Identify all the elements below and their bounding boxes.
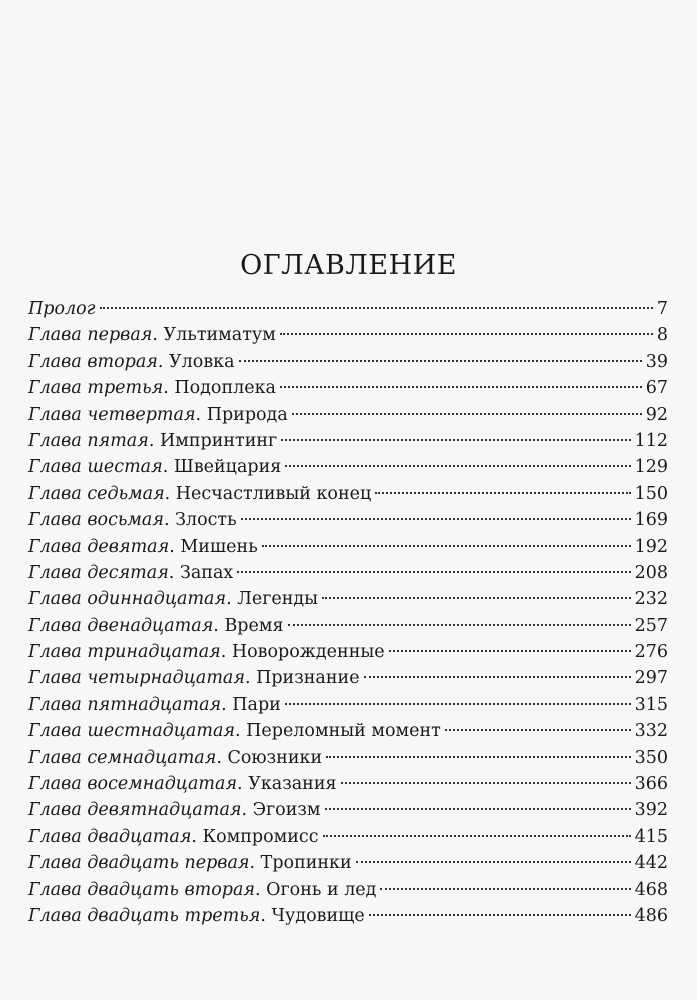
dot-leader [375, 492, 630, 494]
toc-chapter-title: Легенды [237, 589, 319, 610]
toc-chapter-title: Огонь и лед [266, 879, 377, 900]
toc-entry-label [28, 850, 352, 876]
toc-entry-label [28, 639, 385, 665]
toc-entry-label [28, 507, 237, 533]
toc-chapter-title: Импринтинг [159, 430, 278, 451]
toc-page-number: 276 [634, 642, 668, 663]
dot-leader [280, 386, 642, 388]
toc-page-number: 112 [634, 430, 668, 451]
toc-chapter-name: Глава восьмая [28, 510, 164, 531]
dot-leader [285, 465, 630, 467]
toc-chapter-name: Глава двадцать третья [28, 905, 261, 926]
toc-chapter-title: Природа [206, 404, 288, 425]
toc-entry-label [28, 903, 365, 929]
toc-entry [28, 797, 668, 823]
toc-separator: . [157, 351, 170, 372]
toc-chapter-name: Глава девятая [28, 536, 170, 557]
dot-leader [326, 756, 630, 758]
toc-entry [28, 665, 668, 691]
toc-chapter-title: Ультиматум [163, 325, 276, 346]
toc-chapter-name: Глава десятая [28, 562, 169, 583]
toc-page-number: 192 [634, 536, 668, 557]
toc-entry [28, 718, 668, 744]
toc-chapter-name: Глава одиннадцатая [28, 589, 227, 610]
toc-entry-label [28, 534, 258, 560]
toc-chapter-title: Мишень [180, 536, 258, 557]
toc-page-number: 7 [656, 299, 668, 319]
dot-leader [237, 571, 630, 573]
dot-leader [241, 518, 631, 520]
toc-chapter-title: Подоплека [174, 378, 276, 399]
toc-chapter-name: Глава двадцатая [28, 826, 192, 847]
toc-chapter-title: Злость [175, 510, 237, 531]
toc-separator: . [237, 774, 249, 795]
toc-separator: . [163, 378, 175, 399]
toc-entry-label [28, 824, 319, 850]
toc-page-number: 486 [634, 905, 668, 926]
toc-separator: . [260, 905, 272, 926]
toc-separator: . [216, 747, 228, 768]
toc-chapter-name: Глава двенадцатая [28, 615, 214, 636]
toc-chapter-title: Тропинки [260, 853, 352, 874]
toc-entry [28, 507, 668, 533]
dot-leader [341, 782, 631, 784]
toc-separator: . [152, 325, 164, 346]
toc-entry-label [28, 718, 441, 744]
toc-chapter-title: Признание [256, 668, 360, 689]
toc-separator: . [220, 642, 232, 663]
toc-entry-label [28, 428, 277, 454]
toc-entry-label [28, 613, 284, 639]
toc-chapter-name: Глава четырнадцатая [28, 668, 245, 689]
toc-entry [28, 903, 668, 929]
toc-page-number: 150 [634, 483, 668, 504]
toc-separator: . [213, 615, 225, 636]
toc-entry-label [28, 745, 322, 771]
toc-separator: . [163, 510, 176, 531]
dot-leader [262, 545, 631, 547]
toc-page-number: 392 [634, 800, 668, 821]
toc-chapter-name: Глава пятая [28, 430, 149, 451]
toc-entry [28, 296, 668, 322]
toc-entry [28, 877, 668, 903]
dot-leader [100, 307, 653, 309]
toc-page-number: 257 [634, 615, 668, 636]
dot-leader [239, 360, 642, 362]
toc-page-number: 297 [634, 668, 668, 689]
toc-chapter-title: Время [224, 615, 284, 636]
toc-page-number: 350 [634, 747, 668, 768]
toc-chapter-title: Новорожденные [231, 642, 385, 663]
toc-entry [28, 824, 668, 850]
toc-separator: . [226, 589, 238, 610]
toc-chapter-title: Несчастливый конец [175, 483, 372, 504]
toc-chapter-title: Чудовище [271, 905, 365, 926]
toc-chapter-name: Пролог [28, 299, 96, 319]
toc-chapter-name: Глава шестнадцатая [28, 721, 235, 742]
toc-separator: . [244, 668, 257, 689]
table-of-contents [28, 296, 668, 929]
toc-entry-label [28, 797, 321, 823]
toc-separator: . [191, 826, 203, 847]
toc-page-number: 232 [634, 589, 668, 610]
toc-entry [28, 586, 668, 612]
dot-leader [292, 413, 642, 415]
toc-chapter-name: Глава первая [28, 325, 153, 346]
toc-chapter-title: Компромисс [202, 826, 319, 847]
toc-entry-label [28, 877, 376, 903]
dot-leader [389, 650, 631, 652]
toc-chapter-name: Глава четвертая [28, 404, 196, 425]
toc-chapter-title: Союзники [227, 747, 323, 768]
toc-chapter-name: Глава тринадцатая [28, 642, 221, 663]
toc-entry-label [28, 296, 96, 322]
toc-chapter-title: Указания [248, 774, 337, 795]
toc-entry [28, 481, 668, 507]
toc-entry-label [28, 586, 318, 612]
toc-separator: . [241, 800, 253, 821]
toc-separator: . [168, 562, 180, 583]
toc-page-number: 92 [645, 404, 668, 425]
dot-leader [369, 914, 631, 916]
dot-leader [445, 729, 631, 731]
toc-separator: . [169, 536, 181, 557]
toc-entry-label [28, 402, 288, 428]
toc-chapter-name: Глава девятнадцатая [28, 800, 242, 821]
toc-entry [28, 745, 668, 771]
toc-chapter-name: Глава шестая [28, 457, 163, 478]
toc-separator: . [195, 404, 207, 425]
toc-chapter-name: Глава вторая [28, 351, 158, 372]
toc-chapter-title: Переломный момент [246, 721, 441, 742]
toc-entry [28, 560, 668, 586]
toc-separator: . [234, 721, 247, 742]
toc-page-number: 366 [634, 774, 668, 795]
toc-page-number: 468 [634, 879, 668, 900]
page-title: ОГЛАВЛЕНИЕ [240, 250, 457, 281]
toc-chapter-name: Глава третья [28, 378, 164, 399]
toc-entry [28, 534, 668, 560]
toc-entry [28, 850, 668, 876]
dot-leader [380, 888, 630, 890]
toc-entry [28, 402, 668, 428]
toc-entry [28, 349, 668, 375]
toc-page-number: 8 [656, 325, 668, 346]
toc-entry [28, 771, 668, 797]
toc-separator: . [255, 879, 267, 900]
toc-entry [28, 639, 668, 665]
toc-entry [28, 375, 668, 401]
toc-chapter-title: Швейцария [173, 457, 282, 478]
toc-separator: . [249, 853, 261, 874]
toc-entry [28, 322, 668, 348]
toc-page-number: 208 [634, 562, 668, 583]
dot-leader [322, 597, 631, 599]
toc-entry-label [28, 454, 281, 480]
toc-entry-label [28, 481, 371, 507]
dot-leader [285, 703, 631, 705]
toc-entry-label [28, 349, 235, 375]
toc-entry [28, 454, 668, 480]
toc-separator: . [221, 694, 233, 715]
toc-entry [28, 613, 668, 639]
toc-entry-label [28, 771, 337, 797]
dot-leader [356, 861, 631, 863]
toc-page-number: 129 [634, 457, 668, 478]
toc-entry-label [28, 560, 233, 586]
dot-leader [288, 624, 631, 626]
toc-chapter-name: Глава седьмая [28, 483, 165, 504]
toc-chapter-name: Глава двадцать первая [28, 853, 250, 874]
toc-entry-label [28, 375, 276, 401]
toc-page-number: 442 [634, 853, 668, 874]
toc-chapter-title: Эгоизм [252, 800, 321, 821]
toc-separator: . [162, 457, 174, 478]
toc-page-number: 415 [634, 826, 668, 847]
toc-page-number: 39 [645, 351, 668, 372]
toc-entry-label [28, 692, 281, 718]
toc-entry-label [28, 322, 276, 348]
toc-chapter-name: Глава двадцать вторая [28, 879, 256, 900]
toc-chapter-name: Глава семнадцатая [28, 747, 217, 768]
toc-chapter-name: Глава восемнадцатая [28, 774, 238, 795]
dot-leader [364, 676, 631, 678]
toc-page-number: 67 [645, 378, 668, 399]
toc-entry [28, 428, 668, 454]
toc-separator: . [148, 430, 160, 451]
dot-leader [323, 835, 631, 837]
dot-leader [325, 808, 631, 810]
toc-chapter-title: Пари [232, 694, 281, 715]
toc-chapter-title: Запах [179, 562, 234, 583]
toc-page-number: 315 [634, 694, 668, 715]
toc-separator: . [164, 483, 176, 504]
toc-page-number: 169 [634, 510, 668, 531]
toc-page-number: 332 [634, 721, 668, 742]
toc-entry-label [28, 665, 360, 691]
toc-entry [28, 692, 668, 718]
toc-chapter-name: Глава пятнадцатая [28, 694, 222, 715]
dot-leader [281, 439, 630, 441]
dot-leader [280, 333, 653, 335]
toc-chapter-title: Уловка [169, 351, 235, 372]
